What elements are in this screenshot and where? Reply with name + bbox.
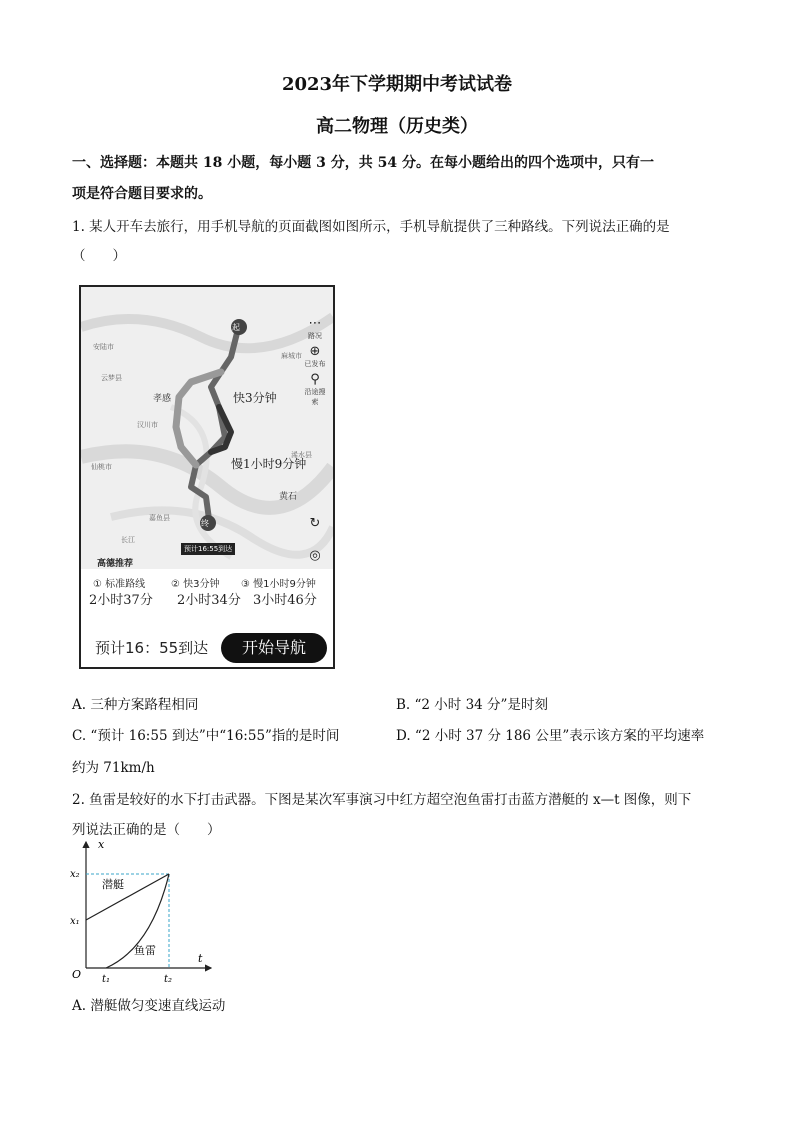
y-axis-label: x bbox=[98, 838, 105, 851]
refresh-control[interactable] bbox=[303, 517, 327, 531]
route-option-2[interactable]: ② 快3分钟 bbox=[171, 579, 220, 590]
section-heading-line2: 项是符合题目要求的。 bbox=[72, 186, 212, 202]
map-label-anlu: 安陆市 bbox=[93, 343, 114, 351]
section-heading-line1: 一、选择题：本题共 18 小题，每小题 3 分，共 54 分。在每小题给出的四个选项中，只有一 bbox=[72, 155, 654, 171]
xt-graph bbox=[66, 838, 216, 988]
map-label-huangshi: 黄石 bbox=[279, 492, 298, 502]
q1-option-d-continued: 约为 71km/h bbox=[72, 760, 155, 776]
q1-option-d: D. “2 小时 37 分 186 公里”表示该方案的平均速率 bbox=[396, 728, 705, 744]
start-marker: 起 bbox=[232, 323, 240, 332]
t1-label: t₁ bbox=[102, 974, 111, 985]
q2-stem-line2: 列说法正确的是（ ） bbox=[72, 822, 221, 838]
map-label-changjiang: 长江 bbox=[121, 536, 135, 544]
route-time-3: 3小时46分 bbox=[253, 593, 317, 608]
eta-badge: 预计16:55到达 bbox=[181, 543, 235, 555]
published-control[interactable]: ⊕ 已发布 bbox=[304, 344, 326, 368]
q1-option-b: B. “2 小时 34 分”是时刻 bbox=[396, 697, 548, 713]
q1-stem-line2: （ ） bbox=[72, 248, 126, 264]
q1-stem-line1: 1. 某人开车去旅行，用手机导航的页面截图如图所示，手机导航提供了三种路线。下列说法正确的是 bbox=[72, 219, 670, 235]
eta-text: 预计16：55到达 bbox=[95, 639, 209, 657]
torpedo-label: 鱼雷 bbox=[134, 944, 156, 957]
map-label-xiantao: 仙桃市 bbox=[91, 463, 112, 471]
map-label-recommend: 高德推荐 bbox=[97, 559, 134, 569]
along-search-control[interactable]: ⚲ 沿途搜索 bbox=[304, 372, 326, 406]
start-navigation-button[interactable]: 开始导航 bbox=[221, 633, 327, 663]
traffic-control[interactable]: ⋯ 路况 bbox=[303, 317, 327, 341]
exam-subtitle: 高二物理（历史类） bbox=[316, 116, 478, 137]
locate-icon: ◎ bbox=[309, 548, 321, 563]
map-label-jiayu: 嘉鱼县 bbox=[149, 514, 170, 522]
route-time-2: 2小时34分 bbox=[177, 593, 241, 608]
layers-icon: ⊕ bbox=[309, 344, 321, 359]
map-label-macheng: 麻城市 bbox=[281, 352, 302, 360]
route-time-1: 2小时37分 bbox=[89, 593, 153, 608]
map-label-xiaogan: 孝感 bbox=[153, 394, 172, 404]
more-icon: ⋯ bbox=[308, 316, 322, 331]
route-note-fast: 快3分钟 bbox=[233, 391, 277, 405]
x1-label: x₁ bbox=[70, 916, 80, 927]
q2-option-a: A. 潜艇做匀变速直线运动 bbox=[72, 998, 226, 1014]
x2-label: x₂ bbox=[70, 869, 80, 880]
submarine-label: 潜艇 bbox=[102, 878, 124, 891]
refresh-icon: ↻ bbox=[309, 516, 321, 531]
route-panel bbox=[81, 569, 333, 667]
q2-stem-line1: 2. 鱼雷是较好的水下打击武器。下图是某次军事演习中红方超空泡鱼雷打击蓝方潜艇的 x—t 图像，则下 bbox=[72, 792, 692, 808]
x-axis-label: t bbox=[198, 952, 203, 965]
locate-control[interactable] bbox=[303, 549, 327, 563]
map-label-yunmeng: 云梦县 bbox=[101, 374, 122, 382]
route-option-1[interactable]: ① 标准路线 bbox=[93, 579, 146, 590]
t2-label: t₂ bbox=[164, 974, 173, 985]
map-label-xishui: 浠水县 bbox=[291, 451, 312, 459]
search-icon: ⚲ bbox=[310, 372, 320, 387]
route-option-3[interactable]: ③ 慢1小时9分钟 bbox=[241, 579, 316, 590]
exam-title: 2023年下学期期中考试试卷 bbox=[281, 74, 513, 95]
origin-label: O bbox=[72, 968, 82, 981]
route-note-slow: 慢1小时9分钟 bbox=[231, 457, 307, 471]
navigation-screenshot bbox=[79, 285, 335, 669]
q1-option-a: A. 三种方案路程相同 bbox=[72, 697, 199, 713]
map-label-hanchuan: 汉川市 bbox=[137, 421, 158, 429]
q1-option-c: C. “预计 16:55 到达”中“16:55”指的是时间 bbox=[72, 728, 340, 744]
end-marker: 终 bbox=[201, 519, 209, 528]
